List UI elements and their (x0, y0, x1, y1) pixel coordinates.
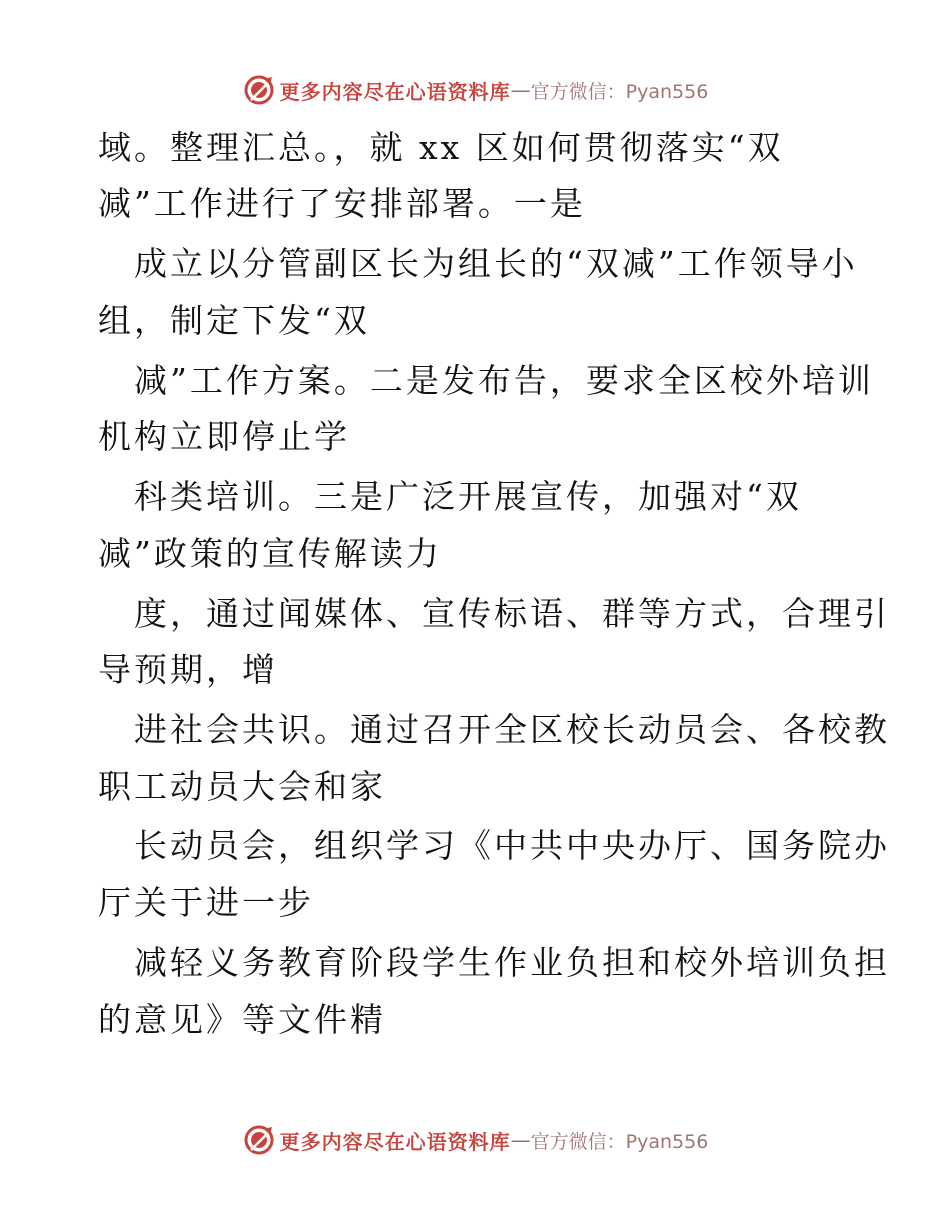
text-line: 的意见》等文件精 (98, 1000, 386, 1039)
text-line: 减”工作方案。二是发布告，要求全区校外培训 (134, 361, 874, 400)
text-line: 度，通过闻媒体、宣传标语、群等方式，合理引 (134, 594, 890, 633)
text-line: 进社会共识。通过召开全区校长动员会、各校教 (134, 710, 890, 749)
text-line: 机构立即停止学 (98, 417, 350, 456)
text-line: 成立以分管副区长为组长的“双减”工作领导小 (134, 244, 858, 283)
banner-separator: — (510, 78, 531, 102)
text-line: 域。整理汇总。，就 xx 区如何贯彻落实“双 (98, 128, 784, 167)
text-line: 厅关于进一步 (98, 883, 314, 922)
text-line: 减”工作进行了安排部署。一是 (98, 184, 586, 223)
banner-wechat-id: 官方微信：Pyan556 (530, 1130, 709, 1153)
text-line: 减”政策的宣传解读力 (98, 534, 442, 573)
banner-title: 更多内容尽在心语资料库 (279, 1129, 511, 1154)
seal-pen-logo-icon (242, 1123, 276, 1157)
text-line: 导预期，增 (98, 650, 278, 689)
text-line: 组，制定下发“双 (98, 301, 370, 340)
text-line: 职工动员大会和家 (98, 767, 386, 806)
text-line: 减轻义务教育阶段学生作业负担和校外培训负担 (134, 943, 890, 982)
banner-title: 更多内容尽在心语资料库 (279, 79, 511, 104)
footer-banner (0, 1120, 950, 1160)
text-line: 长动员会，组织学习《中共中央办厅、国务院办 (134, 826, 890, 865)
seal-pen-logo-icon (242, 73, 276, 107)
banner-separator: — (510, 1128, 531, 1152)
text-line: 科类培训。三是广泛开展宣传，加强对“双 (134, 477, 802, 516)
banner-wechat-id: 官方微信：Pyan556 (530, 80, 709, 103)
header-banner (0, 70, 950, 110)
